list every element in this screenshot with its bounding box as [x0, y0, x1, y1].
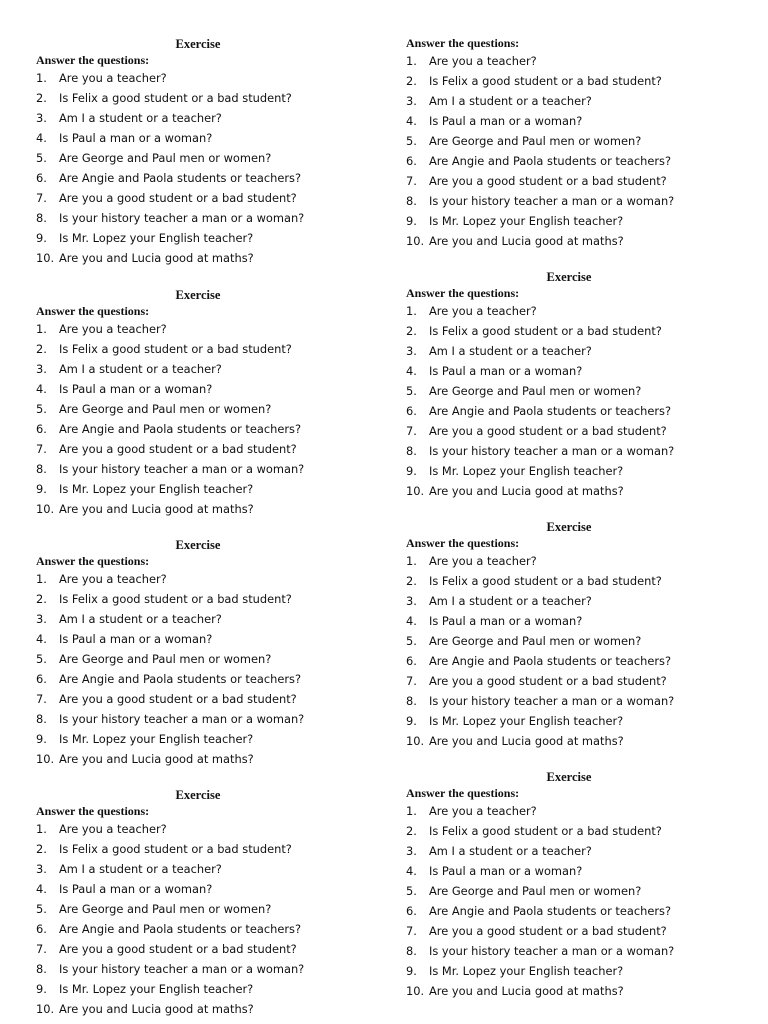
question-item — [406, 71, 766, 91]
question-number: 5. — [406, 134, 417, 148]
question-text: Are you a teacher? — [429, 54, 537, 68]
question-number: 7. — [406, 924, 417, 938]
question-text: Is Paul a man or a woman? — [429, 614, 583, 628]
question-number: 6. — [36, 672, 47, 686]
question-item — [406, 211, 766, 231]
question-item — [406, 361, 766, 381]
question-text: Am I a student or a teacher? — [429, 594, 592, 608]
question-number: 4. — [406, 364, 417, 378]
question-number: 7. — [36, 191, 47, 205]
exercise-block-right-2 — [406, 269, 766, 501]
question-number: 10. — [406, 984, 425, 998]
question-number: 1. — [36, 572, 47, 586]
question-item — [36, 609, 396, 629]
question-number: 9. — [36, 231, 47, 245]
question-text: Am I a student or a teacher? — [59, 111, 222, 125]
exercise-title: Exercise — [546, 770, 592, 784]
exercise-instruction: Answer the questions: — [36, 53, 150, 67]
question-item — [36, 108, 396, 128]
exercise-block-left-1 — [36, 36, 396, 268]
question-item — [36, 168, 396, 188]
exercise-title: Exercise — [175, 788, 221, 802]
question-item — [36, 339, 396, 359]
question-item — [36, 959, 396, 979]
question-text: Are George and Paul men or women? — [429, 884, 642, 898]
question-item — [406, 151, 766, 171]
question-text: Are Angie and Paola students or teachers? — [429, 154, 671, 168]
question-number: 6. — [36, 171, 47, 185]
question-text: Are you and Lucia good at maths? — [59, 752, 254, 766]
exercise-block-left-2 — [36, 287, 396, 519]
question-item — [36, 629, 396, 649]
question-text: Are Angie and Paola students or teachers? — [59, 672, 301, 686]
question-item — [36, 459, 396, 479]
question-item — [36, 979, 396, 999]
question-number: 9. — [406, 464, 417, 478]
question-number: 9. — [36, 482, 47, 496]
question-number: 9. — [36, 732, 47, 746]
question-number: 7. — [36, 692, 47, 706]
question-text: Is your history teacher a man or a woman? — [429, 194, 675, 208]
question-number: 9. — [406, 214, 417, 228]
question-text: Are you and Lucia good at maths? — [59, 502, 254, 516]
question-item — [36, 319, 396, 339]
question-item — [36, 879, 396, 899]
question-item — [406, 731, 766, 751]
question-number: 3. — [36, 111, 47, 125]
question-text: Is your history teacher a man or a woman? — [59, 462, 305, 476]
question-item — [406, 401, 766, 421]
question-number: 6. — [36, 422, 47, 436]
question-number: 5. — [36, 652, 47, 666]
question-number: 10. — [36, 1002, 55, 1016]
exercise-instruction: Answer the questions: — [406, 36, 520, 50]
question-number: 10. — [36, 251, 55, 265]
question-text: Is Mr. Lopez your English teacher? — [59, 482, 254, 496]
exercise-block-left-4 — [36, 787, 396, 1019]
question-number: 1. — [36, 322, 47, 336]
question-item — [406, 301, 766, 321]
question-text: Am I a student or a teacher? — [429, 844, 592, 858]
question-item — [406, 171, 766, 191]
question-number: 4. — [36, 382, 47, 396]
question-text: Are you a teacher? — [429, 304, 537, 318]
question-list — [406, 801, 766, 1001]
question-text: Are George and Paul men or women? — [429, 384, 642, 398]
question-text: Are Angie and Paola students or teachers? — [429, 404, 671, 418]
exercise-block-right-1 — [406, 35, 766, 251]
question-number: 3. — [36, 862, 47, 876]
question-text: Am I a student or a teacher? — [429, 94, 592, 108]
question-text: Am I a student or a teacher? — [59, 612, 222, 626]
question-number: 6. — [406, 654, 417, 668]
question-list — [406, 51, 766, 251]
question-number: 8. — [406, 194, 417, 208]
exercise-block-right-4 — [406, 769, 766, 1001]
question-text: Are you a good student or a bad student? — [429, 174, 667, 188]
question-number: 1. — [406, 304, 417, 318]
question-text: Are you a teacher? — [59, 322, 167, 336]
question-text: Are you a good student or a bad student? — [429, 424, 667, 438]
question-number: 8. — [36, 462, 47, 476]
question-item — [406, 941, 766, 961]
question-text: Are George and Paul men or women? — [59, 402, 272, 416]
question-text: Are George and Paul men or women? — [59, 902, 272, 916]
question-number: 2. — [406, 324, 417, 338]
question-item — [406, 131, 766, 151]
question-item — [36, 399, 396, 419]
question-text: Is Paul a man or a woman? — [429, 864, 583, 878]
question-text: Is your history teacher a man or a woman? — [429, 694, 675, 708]
question-item — [36, 919, 396, 939]
question-text: Is Mr. Lopez your English teacher? — [59, 231, 254, 245]
question-text: Are you a good student or a bad student? — [59, 692, 297, 706]
question-text: Is Felix a good student or a bad student? — [59, 91, 292, 105]
question-item — [406, 551, 766, 571]
question-number: 8. — [36, 962, 47, 976]
question-item — [406, 381, 766, 401]
question-list — [36, 319, 396, 519]
question-text: Is Felix a good student or a bad student? — [59, 342, 292, 356]
question-item — [36, 439, 396, 459]
question-item — [36, 939, 396, 959]
question-number: 7. — [406, 424, 417, 438]
question-item — [36, 689, 396, 709]
question-item — [406, 91, 766, 111]
question-text: Are you a good student or a bad student? — [59, 191, 297, 205]
question-text: Is Felix a good student or a bad student? — [429, 74, 662, 88]
question-item — [36, 248, 396, 268]
exercise-instruction: Answer the questions: — [406, 536, 520, 550]
question-text: Am I a student or a teacher? — [429, 344, 592, 358]
question-list — [36, 569, 396, 769]
question-number: 2. — [36, 842, 47, 856]
question-item — [406, 981, 766, 1001]
question-number: 2. — [406, 824, 417, 838]
question-text: Is your history teacher a man or a woman? — [429, 944, 675, 958]
question-text: Is Paul a man or a woman? — [429, 114, 583, 128]
question-list — [36, 819, 396, 1019]
question-number: 5. — [406, 634, 417, 648]
question-item — [406, 901, 766, 921]
question-item — [406, 591, 766, 611]
question-item — [406, 961, 766, 981]
question-text: Is Felix a good student or a bad student? — [429, 824, 662, 838]
question-text: Is Mr. Lopez your English teacher? — [429, 464, 624, 478]
exercise-title: Exercise — [175, 37, 221, 51]
question-text: Are you a good student or a bad student? — [59, 942, 297, 956]
question-item — [406, 861, 766, 881]
question-item — [36, 729, 396, 749]
question-item — [36, 479, 396, 499]
exercise-instruction: Answer the questions: — [406, 286, 520, 300]
question-item — [36, 749, 396, 769]
question-item — [36, 709, 396, 729]
question-number: 7. — [36, 442, 47, 456]
question-number: 3. — [406, 344, 417, 358]
question-text: Am I a student or a teacher? — [59, 362, 222, 376]
question-item — [406, 191, 766, 211]
question-item — [36, 859, 396, 879]
question-text: Am I a student or a teacher? — [59, 862, 222, 876]
question-number: 3. — [36, 362, 47, 376]
question-item — [36, 899, 396, 919]
question-text: Is your history teacher a man or a woman? — [59, 962, 305, 976]
question-item — [406, 571, 766, 591]
question-text: Are George and Paul men or women? — [59, 151, 272, 165]
question-item — [36, 379, 396, 399]
question-text: Are you and Lucia good at maths? — [59, 1002, 254, 1016]
exercise-instruction: Answer the questions: — [36, 804, 150, 818]
question-item — [406, 711, 766, 731]
exercise-block-left-3 — [36, 537, 396, 769]
question-text: Are you a good student or a bad student? — [429, 924, 667, 938]
question-text: Are you and Lucia good at maths? — [429, 484, 624, 498]
question-text: Is Paul a man or a woman? — [59, 882, 213, 896]
question-item — [36, 589, 396, 609]
question-item — [36, 649, 396, 669]
question-text: Are George and Paul men or women? — [59, 652, 272, 666]
question-number: 7. — [406, 174, 417, 188]
question-number: 8. — [36, 211, 47, 225]
question-item — [36, 569, 396, 589]
question-text: Are you a teacher? — [59, 572, 167, 586]
exercise-title: Exercise — [175, 288, 221, 302]
question-item — [406, 51, 766, 71]
question-number: 5. — [406, 384, 417, 398]
question-text: Is Mr. Lopez your English teacher? — [429, 964, 624, 978]
question-text: Is your history teacher a man or a woman? — [429, 444, 675, 458]
question-number: 10. — [36, 502, 55, 516]
question-number: 8. — [406, 944, 417, 958]
question-number: 6. — [406, 154, 417, 168]
question-item — [406, 801, 766, 821]
question-text: Is Felix a good student or a bad student? — [429, 324, 662, 338]
question-number: 10. — [406, 234, 425, 248]
question-item — [36, 819, 396, 839]
question-text: Are you and Lucia good at maths? — [429, 734, 624, 748]
question-number: 2. — [36, 342, 47, 356]
question-text: Are you a good student or a bad student? — [429, 674, 667, 688]
question-item — [36, 669, 396, 689]
question-number: 10. — [406, 734, 425, 748]
question-text: Is Paul a man or a woman? — [59, 131, 213, 145]
question-item — [36, 68, 396, 88]
question-item — [36, 148, 396, 168]
question-text: Are you a teacher? — [59, 822, 167, 836]
question-item — [406, 441, 766, 461]
question-text: Is Paul a man or a woman? — [59, 382, 213, 396]
question-item — [406, 461, 766, 481]
question-item — [406, 421, 766, 441]
question-text: Are you and Lucia good at maths? — [59, 251, 254, 265]
question-text: Are George and Paul men or women? — [429, 134, 642, 148]
question-number: 2. — [406, 74, 417, 88]
question-text: Are Angie and Paola students or teachers? — [429, 654, 671, 668]
question-number: 9. — [406, 714, 417, 728]
exercise-block-right-3 — [406, 519, 766, 751]
question-text: Are you and Lucia good at maths? — [429, 984, 624, 998]
question-item — [36, 188, 396, 208]
question-text: Is Mr. Lopez your English teacher? — [59, 982, 254, 996]
question-text: Is your history teacher a man or a woman? — [59, 211, 305, 225]
question-number: 4. — [406, 614, 417, 628]
question-number: 1. — [406, 554, 417, 568]
question-number: 5. — [36, 902, 47, 916]
question-item — [406, 921, 766, 941]
question-item — [36, 208, 396, 228]
question-list — [36, 68, 396, 268]
question-number: 2. — [406, 574, 417, 588]
question-text: Are you a teacher? — [429, 804, 537, 818]
question-item — [406, 341, 766, 361]
question-item — [406, 671, 766, 691]
question-number: 1. — [36, 71, 47, 85]
question-number: 4. — [36, 882, 47, 896]
question-item — [36, 999, 396, 1019]
question-item — [36, 419, 396, 439]
question-item — [36, 839, 396, 859]
question-item — [36, 359, 396, 379]
question-item — [406, 231, 766, 251]
question-number: 4. — [406, 864, 417, 878]
question-item — [36, 228, 396, 248]
question-item — [406, 611, 766, 631]
question-item — [406, 111, 766, 131]
question-text: Is Felix a good student or a bad student? — [59, 592, 292, 606]
question-number: 7. — [36, 942, 47, 956]
question-text: Is Mr. Lopez your English teacher? — [59, 732, 254, 746]
question-number: 5. — [406, 884, 417, 898]
question-text: Is Felix a good student or a bad student? — [59, 842, 292, 856]
exercise-title: Exercise — [175, 538, 221, 552]
question-text: Is Paul a man or a woman? — [59, 632, 213, 646]
question-number: 5. — [36, 402, 47, 416]
question-text: Is Mr. Lopez your English teacher? — [429, 214, 624, 228]
question-text: Is your history teacher a man or a woman? — [59, 712, 305, 726]
question-item — [406, 631, 766, 651]
question-text: Are Angie and Paola students or teachers? — [59, 922, 301, 936]
exercise-instruction: Answer the questions: — [36, 304, 150, 318]
question-number: 3. — [406, 94, 417, 108]
question-number: 1. — [406, 54, 417, 68]
question-item — [406, 691, 766, 711]
question-number: 2. — [36, 592, 47, 606]
question-text: Are George and Paul men or women? — [429, 634, 642, 648]
question-number: 4. — [36, 131, 47, 145]
question-number: 9. — [406, 964, 417, 978]
question-text: Are you a teacher? — [429, 554, 537, 568]
question-number: 8. — [406, 444, 417, 458]
question-number: 4. — [36, 632, 47, 646]
question-number: 7. — [406, 674, 417, 688]
question-number: 1. — [36, 822, 47, 836]
question-text: Are you a good student or a bad student? — [59, 442, 297, 456]
question-number: 6. — [36, 922, 47, 936]
question-item — [406, 651, 766, 671]
question-number: 6. — [406, 904, 417, 918]
question-text: Is Paul a man or a woman? — [429, 364, 583, 378]
question-item — [36, 499, 396, 519]
question-item — [406, 841, 766, 861]
question-number: 9. — [36, 982, 47, 996]
question-number: 3. — [406, 594, 417, 608]
question-number: 4. — [406, 114, 417, 128]
question-item — [406, 481, 766, 501]
exercise-instruction: Answer the questions: — [36, 554, 150, 568]
exercise-title: Exercise — [546, 270, 592, 284]
question-number: 6. — [406, 404, 417, 418]
question-list — [406, 551, 766, 751]
exercise-instruction: Answer the questions: — [406, 786, 520, 800]
question-number: 3. — [36, 612, 47, 626]
question-list — [406, 301, 766, 501]
question-item — [406, 321, 766, 341]
question-number: 2. — [36, 91, 47, 105]
question-number: 10. — [406, 484, 425, 498]
question-number: 1. — [406, 804, 417, 818]
question-item — [36, 128, 396, 148]
question-number: 5. — [36, 151, 47, 165]
question-text: Is Mr. Lopez your English teacher? — [429, 714, 624, 728]
question-number: 10. — [36, 752, 55, 766]
question-text: Is Felix a good student or a bad student? — [429, 574, 662, 588]
question-text: Are Angie and Paola students or teachers? — [429, 904, 671, 918]
question-text: Are you a teacher? — [59, 71, 167, 85]
question-item — [406, 821, 766, 841]
question-number: 8. — [36, 712, 47, 726]
question-text: Are Angie and Paola students or teachers? — [59, 422, 301, 436]
question-text: Are Angie and Paola students or teachers? — [59, 171, 301, 185]
question-number: 3. — [406, 844, 417, 858]
exercise-title: Exercise — [546, 520, 592, 534]
question-text: Are you and Lucia good at maths? — [429, 234, 624, 248]
question-item — [406, 881, 766, 901]
question-item — [36, 88, 396, 108]
question-number: 8. — [406, 694, 417, 708]
